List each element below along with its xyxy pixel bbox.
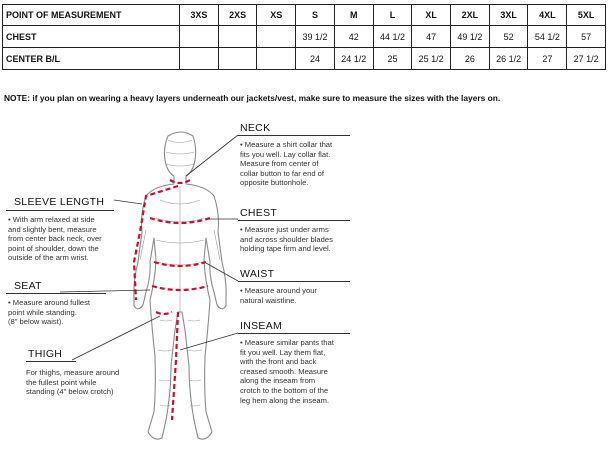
header-cell: 3XS <box>180 5 219 26</box>
header-cell: S <box>296 5 335 26</box>
waist-title: WAIST <box>240 268 275 280</box>
table-cell: 24 <box>296 48 335 70</box>
chest-title: CHEST <box>240 207 278 219</box>
header-cell: POINT OF MEASUREMENT <box>3 5 180 26</box>
layering-note: NOTE: if you plan on wearing a heavy layers underneath our jackets/vest, make sure to measure the sizes with the layers on. <box>4 93 501 103</box>
table-cell: 57 <box>567 26 606 48</box>
neck-rule <box>238 135 350 136</box>
table-cell: 47 <box>412 26 451 48</box>
table-cell: 25 <box>373 48 412 70</box>
sleeve-description: • With arm relaxed at side and slightly bent, measure from center back neck, over point of shoulder, down the outside of the arm wrist. <box>8 215 102 263</box>
neck-title: NECK <box>240 122 271 134</box>
header-cell: XL <box>412 5 451 26</box>
sleeve-rule <box>6 210 114 211</box>
table-cell: 25 1/2 <box>412 48 451 70</box>
table-cell: 26 1/2 <box>489 48 528 70</box>
neck-description: • Measure a shirt collar that fits you well. Lay collar flat. Measure from center of collar button to far end of opposite buttonhole. <box>240 140 333 188</box>
thigh-rule <box>26 361 76 362</box>
table-cell: 27 <box>528 48 567 70</box>
table-cell: 52 <box>489 26 528 48</box>
chest-rule <box>238 220 350 221</box>
table-cell: 27 1/2 <box>567 48 606 70</box>
table-cell: 26 <box>451 48 490 70</box>
header-cell: L <box>373 5 412 26</box>
waist-rule <box>238 281 350 282</box>
waist-description: • Measure around your natural waistline. <box>240 286 317 305</box>
inseam-title: INSEAM <box>240 320 283 332</box>
header-cell: XS <box>257 5 296 26</box>
row-label: CENTER B/L <box>3 48 180 70</box>
header-cell: 2XL <box>451 5 490 26</box>
inseam-description: • Measure similar pants that fit you well. Lay them flat, with the front and back creased smooth. Measure along the inseam from crotch to the bottom of the leg hem along the inseam. <box>240 338 334 405</box>
table-cell: 42 <box>334 26 373 48</box>
header-cell: 5XL <box>567 5 606 26</box>
header-cell: 3XL <box>489 5 528 26</box>
table-cell: 49 1/2 <box>451 26 490 48</box>
table-cell: 24 1/2 <box>334 48 373 70</box>
row-label: CHEST <box>3 26 180 48</box>
sleeve-length-title: SLEEVE LENGTH <box>14 196 105 208</box>
inseam-rule <box>238 333 350 334</box>
table-cell: 44 1/2 <box>373 26 412 48</box>
seat-description: • Measure around fullest point while standing. (8" below waist). <box>8 298 91 327</box>
header-cell: M <box>334 5 373 26</box>
table-cell: 39 1/2 <box>296 26 335 48</box>
chest-description: • Measure just under arms and across shoulder blades holding tape firm and level. <box>240 225 333 254</box>
table-cell: 54 1/2 <box>528 26 567 48</box>
seat-title: SEAT <box>14 280 42 292</box>
seat-rule <box>6 293 106 294</box>
thigh-title: THIGH <box>28 348 63 360</box>
header-cell: 4XL <box>528 5 567 26</box>
thigh-description: For thighs, measure around the fullest point while standing (4" below crotch) <box>26 368 120 397</box>
header-cell: 2XS <box>218 5 257 26</box>
